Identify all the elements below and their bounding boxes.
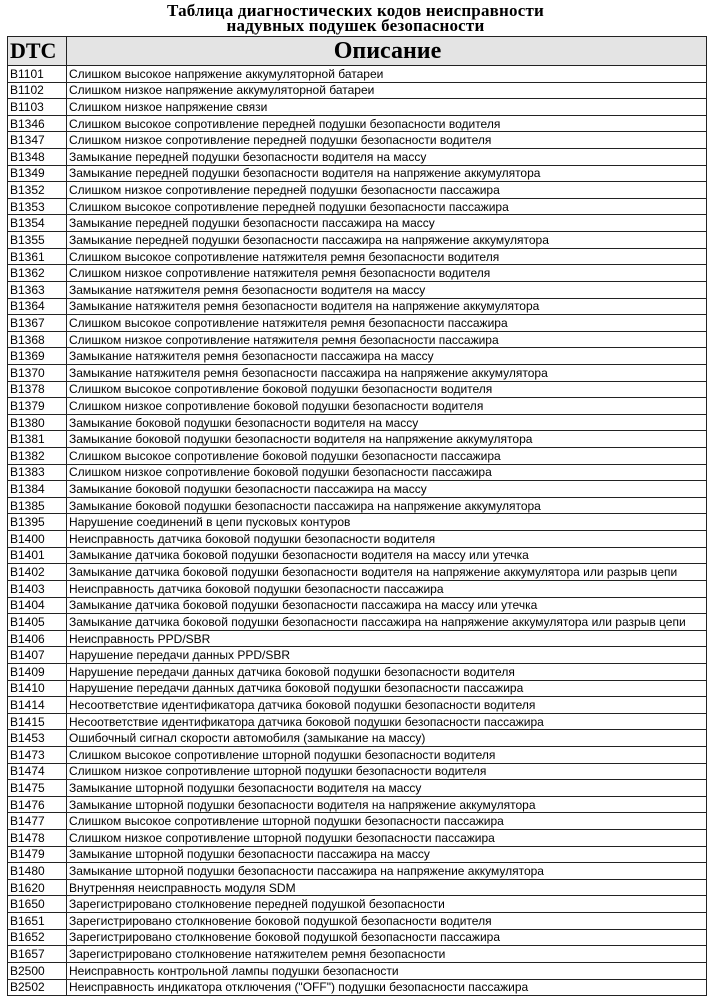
dtc-description-cell: Зарегистрировано столкновение боковой подушкой безопасности водителя [67,913,707,930]
dtc-description-cell: Замыкание натяжителя ремня безопасности пассажира на массу [67,348,707,365]
table-row [8,946,707,963]
dtc-description-cell: Ошибочный сигнал скорости автомобиля (замыкание на массу) [67,730,707,747]
dtc-description-cell: Слишком высокое напряжение аккумуляторной батареи [67,66,707,83]
dtc-code-cell: B1367 [8,315,67,332]
table-row [8,929,707,946]
table-row [8,115,707,132]
dtc-description-cell: Нарушение передачи данных датчика боковой подушки безопасности водителя [67,663,707,680]
table-row [8,132,707,149]
title-line-2: надувных подушек безопасности [226,16,485,35]
table-row [8,763,707,780]
dtc-code-cell: B1401 [8,547,67,564]
table-row [8,232,707,249]
dtc-code-cell: B1404 [8,597,67,614]
table-row [8,746,707,763]
dtc-description-cell: Замыкание натяжителя ремня безопасности пассажира на напряжение аккумулятора [67,364,707,381]
table-row [8,713,707,730]
table-row [8,331,707,348]
dtc-description-cell: Слишком низкое сопротивление боковой подушки безопасности пассажира [67,464,707,481]
table-row [8,364,707,381]
dtc-code-cell: B1370 [8,364,67,381]
dtc-code-cell: B1479 [8,846,67,863]
table-row [8,198,707,215]
dtc-code-cell: B1355 [8,232,67,249]
dtc-description-cell: Замыкание датчика боковой подушки безопасности водителя на напряжение аккумулятора или разрыв цепи [67,564,707,581]
dtc-description-cell: Слишком высокое сопротивление натяжителя ремня безопасности пассажира [67,315,707,332]
dtc-description-cell: Неисправность PPD/SBR [67,630,707,647]
dtc-code-cell: B2502 [8,979,67,996]
dtc-description-cell: Замыкание датчика боковой подушки безопасности пассажира на массу или утечка [67,597,707,614]
table-row [8,464,707,481]
table-row [8,414,707,431]
dtc-code-cell: B1379 [8,398,67,415]
dtc-description-cell: Замыкание боковой подушки безопасности пассажира на массу [67,481,707,498]
table-row [8,647,707,664]
dtc-description-cell: Замыкание шторной подушки безопасности пассажира на напряжение аккумулятора [67,863,707,880]
dtc-code-cell: B1385 [8,497,67,514]
table-row [8,830,707,847]
dtc-description-cell: Нарушение передачи данных датчика боковой подушки безопасности пассажира [67,680,707,697]
table-row [8,448,707,465]
dtc-code-cell: B1348 [8,149,67,166]
dtc-code-cell: B1475 [8,780,67,797]
dtc-code-cell: B1474 [8,763,67,780]
dtc-description-cell: Замыкание натяжителя ремня безопасности водителя на напряжение аккумулятора [67,298,707,315]
table-row [8,863,707,880]
dtc-code-cell: B1620 [8,879,67,896]
dtc-code-cell: B1384 [8,481,67,498]
table-row [8,663,707,680]
dtc-table [7,36,707,996]
dtc-code-cell: B1410 [8,680,67,697]
dtc-description-cell: Замыкание передней подушки безопасности водителя на напряжение аккумулятора [67,165,707,182]
table-row [8,149,707,166]
dtc-code-cell: B1369 [8,348,67,365]
dtc-description-cell: Слишком высокое сопротивление натяжителя ремня безопасности водителя [67,248,707,265]
dtc-description-cell: Несоответствие идентификатора датчика боковой подушки безопасности водителя [67,697,707,714]
table-row [8,82,707,99]
dtc-description-cell: Слишком низкое сопротивление передней подушки безопасности пассажира [67,182,707,199]
dtc-code-cell: B1407 [8,647,67,664]
table-row [8,381,707,398]
dtc-code-cell: B1406 [8,630,67,647]
dtc-description-cell: Слишком низкое сопротивление передней подушки безопасности водителя [67,132,707,149]
dtc-description-cell: Слишком высокое сопротивление боковой подушки безопасности водителя [67,381,707,398]
table-body [8,66,707,996]
table-row [8,66,707,83]
dtc-description-cell: Внутренняя неисправность модуля SDM [67,879,707,896]
dtc-description-cell: Неисправность датчика боковой подушки безопасности водителя [67,531,707,548]
table-row [8,248,707,265]
header-dtc: DTC [8,37,67,66]
table-row [8,481,707,498]
dtc-code-cell: B1414 [8,697,67,714]
dtc-description-cell: Слишком высокое сопротивление передней подушки безопасности водителя [67,115,707,132]
dtc-description-cell: Слишком высокое сопротивление передней подушки безопасности пассажира [67,198,707,215]
table-row [8,165,707,182]
dtc-code-cell: B1402 [8,564,67,581]
table-row [8,531,707,548]
table-row [8,564,707,581]
dtc-code-cell: B1103 [8,99,67,116]
dtc-description-cell: Зарегистрировано столкновение боковой подушкой безопасности пассажира [67,929,707,946]
dtc-code-cell: B1363 [8,281,67,298]
table-row [8,398,707,415]
table-row [8,846,707,863]
table-row [8,913,707,930]
table-row [8,780,707,797]
dtc-description-cell: Замыкание боковой подушки безопасности водителя на напряжение аккумулятора [67,431,707,448]
dtc-code-cell: B1478 [8,830,67,847]
header-row [8,37,707,66]
dtc-description-cell: Нарушение передачи данных PPD/SBR [67,647,707,664]
dtc-code-cell: B1400 [8,531,67,548]
dtc-description-cell: Нарушение соединений в цепи пусковых контуров [67,514,707,531]
dtc-code-cell: B2500 [8,962,67,979]
table-row [8,730,707,747]
dtc-description-cell: Замыкание шторной подушки безопасности водителя на напряжение аккумулятора [67,796,707,813]
dtc-description-cell: Неисправность контрольной лампы подушки безопасности [67,962,707,979]
dtc-code-cell: B1352 [8,182,67,199]
table-row [8,298,707,315]
dtc-code-cell: B1102 [8,82,67,99]
dtc-code-cell: B1381 [8,431,67,448]
header-description: Описание [67,37,707,66]
dtc-description-cell: Замыкание датчика боковой подушки безопасности водителя на массу или утечка [67,547,707,564]
table-row [8,896,707,913]
table-row [8,315,707,332]
dtc-description-cell: Слишком низкое напряжение аккумуляторной батареи [67,82,707,99]
table-row [8,879,707,896]
dtc-code-cell: B1101 [8,66,67,83]
dtc-code-cell: B1383 [8,464,67,481]
dtc-description-cell: Замыкание датчика боковой подушки безопасности пассажира на напряжение аккумулятора или разрыв цепи [67,614,707,631]
dtc-description-cell: Слишком высокое сопротивление шторной подушки безопасности пассажира [67,813,707,830]
dtc-description-cell: Слишком низкое напряжение связи [67,99,707,116]
table-row [8,265,707,282]
title-line-1: Таблица диагностических кодов неисправности [166,1,545,20]
dtc-description-cell: Слишком низкое сопротивление боковой подушки безопасности водителя [67,398,707,415]
dtc-code-cell: B1652 [8,929,67,946]
dtc-description-cell: Замыкание боковой подушки безопасности водителя на массу [67,414,707,431]
dtc-code-cell: B1473 [8,746,67,763]
dtc-description-cell: Слишком низкое сопротивление натяжителя ремня безопасности пассажира [67,331,707,348]
table-row [8,580,707,597]
dtc-code-cell: B1657 [8,946,67,963]
dtc-code-cell: B1346 [8,115,67,132]
table-row [8,348,707,365]
dtc-code-cell: B1477 [8,813,67,830]
dtc-code-cell: B1382 [8,448,67,465]
table-row [8,813,707,830]
dtc-code-cell: B1347 [8,132,67,149]
dtc-code-cell: B1349 [8,165,67,182]
dtc-code-cell: B1480 [8,863,67,880]
dtc-code-cell: B1409 [8,663,67,680]
dtc-description-cell: Замыкание передней подушки безопасности пассажира на массу [67,215,707,232]
dtc-description-cell: Неисправность датчика боковой подушки безопасности пассажира [67,580,707,597]
table-row [8,979,707,996]
dtc-code-cell: B1362 [8,265,67,282]
dtc-description-cell: Слишком низкое сопротивление натяжителя ремня безопасности водителя [67,265,707,282]
table-row [8,182,707,199]
dtc-code-cell: B1650 [8,896,67,913]
dtc-description-cell: Замыкание шторной подушки безопасности пассажира на массу [67,846,707,863]
dtc-code-cell: B1361 [8,248,67,265]
table-row [8,215,707,232]
dtc-code-cell: B1453 [8,730,67,747]
dtc-code-cell: B1415 [8,713,67,730]
table-row [8,630,707,647]
table-row [8,597,707,614]
dtc-description-cell: Слишком низкое сопротивление шторной подушки безопасности водителя [67,763,707,780]
dtc-code-cell: B1368 [8,331,67,348]
dtc-code-cell: B1354 [8,215,67,232]
dtc-description-cell: Зарегистрировано столкновение передней подушкой безопасности [67,896,707,913]
dtc-description-cell: Слишком низкое сопротивление шторной подушки безопасности пассажира [67,830,707,847]
dtc-description-cell: Неисправность индикатора отключения ("OFF") подушки безопасности пассажира [67,979,707,996]
table-row [8,697,707,714]
dtc-description-cell: Слишком высокое сопротивление боковой подушки безопасности пассажира [67,448,707,465]
table-row [8,497,707,514]
dtc-description-cell: Замыкание передней подушки безопасности водителя на массу [67,149,707,166]
table-row [8,547,707,564]
table-row [8,99,707,116]
table-row [8,796,707,813]
dtc-description-cell: Несоответствие идентификатора датчика боковой подушки безопасности пассажира [67,713,707,730]
dtc-code-cell: B1380 [8,414,67,431]
table-row [8,431,707,448]
dtc-code-cell: B1378 [8,381,67,398]
table-row [8,281,707,298]
dtc-description-cell: Замыкание шторной подушки безопасности водителя на массу [67,780,707,797]
table-header [8,37,707,66]
table-row [8,680,707,697]
dtc-code-cell: B1651 [8,913,67,930]
dtc-code-cell: B1364 [8,298,67,315]
dtc-code-cell: B1405 [8,614,67,631]
page-title [0,3,711,33]
table-row [8,962,707,979]
table-row [8,614,707,631]
dtc-description-cell: Замыкание боковой подушки безопасности пассажира на напряжение аккумулятора [67,497,707,514]
dtc-code-cell: B1353 [8,198,67,215]
dtc-description-cell: Зарегистрировано столкновение натяжителем ремня безопасности [67,946,707,963]
dtc-code-cell: B1476 [8,796,67,813]
dtc-description-cell: Замыкание натяжителя ремня безопасности водителя на массу [67,281,707,298]
dtc-code-cell: B1395 [8,514,67,531]
dtc-description-cell: Слишком высокое сопротивление шторной подушки безопасности водителя [67,746,707,763]
dtc-description-cell: Замыкание передней подушки безопасности пассажира на напряжение аккумулятора [67,232,707,249]
dtc-code-cell: B1403 [8,580,67,597]
table-row [8,514,707,531]
